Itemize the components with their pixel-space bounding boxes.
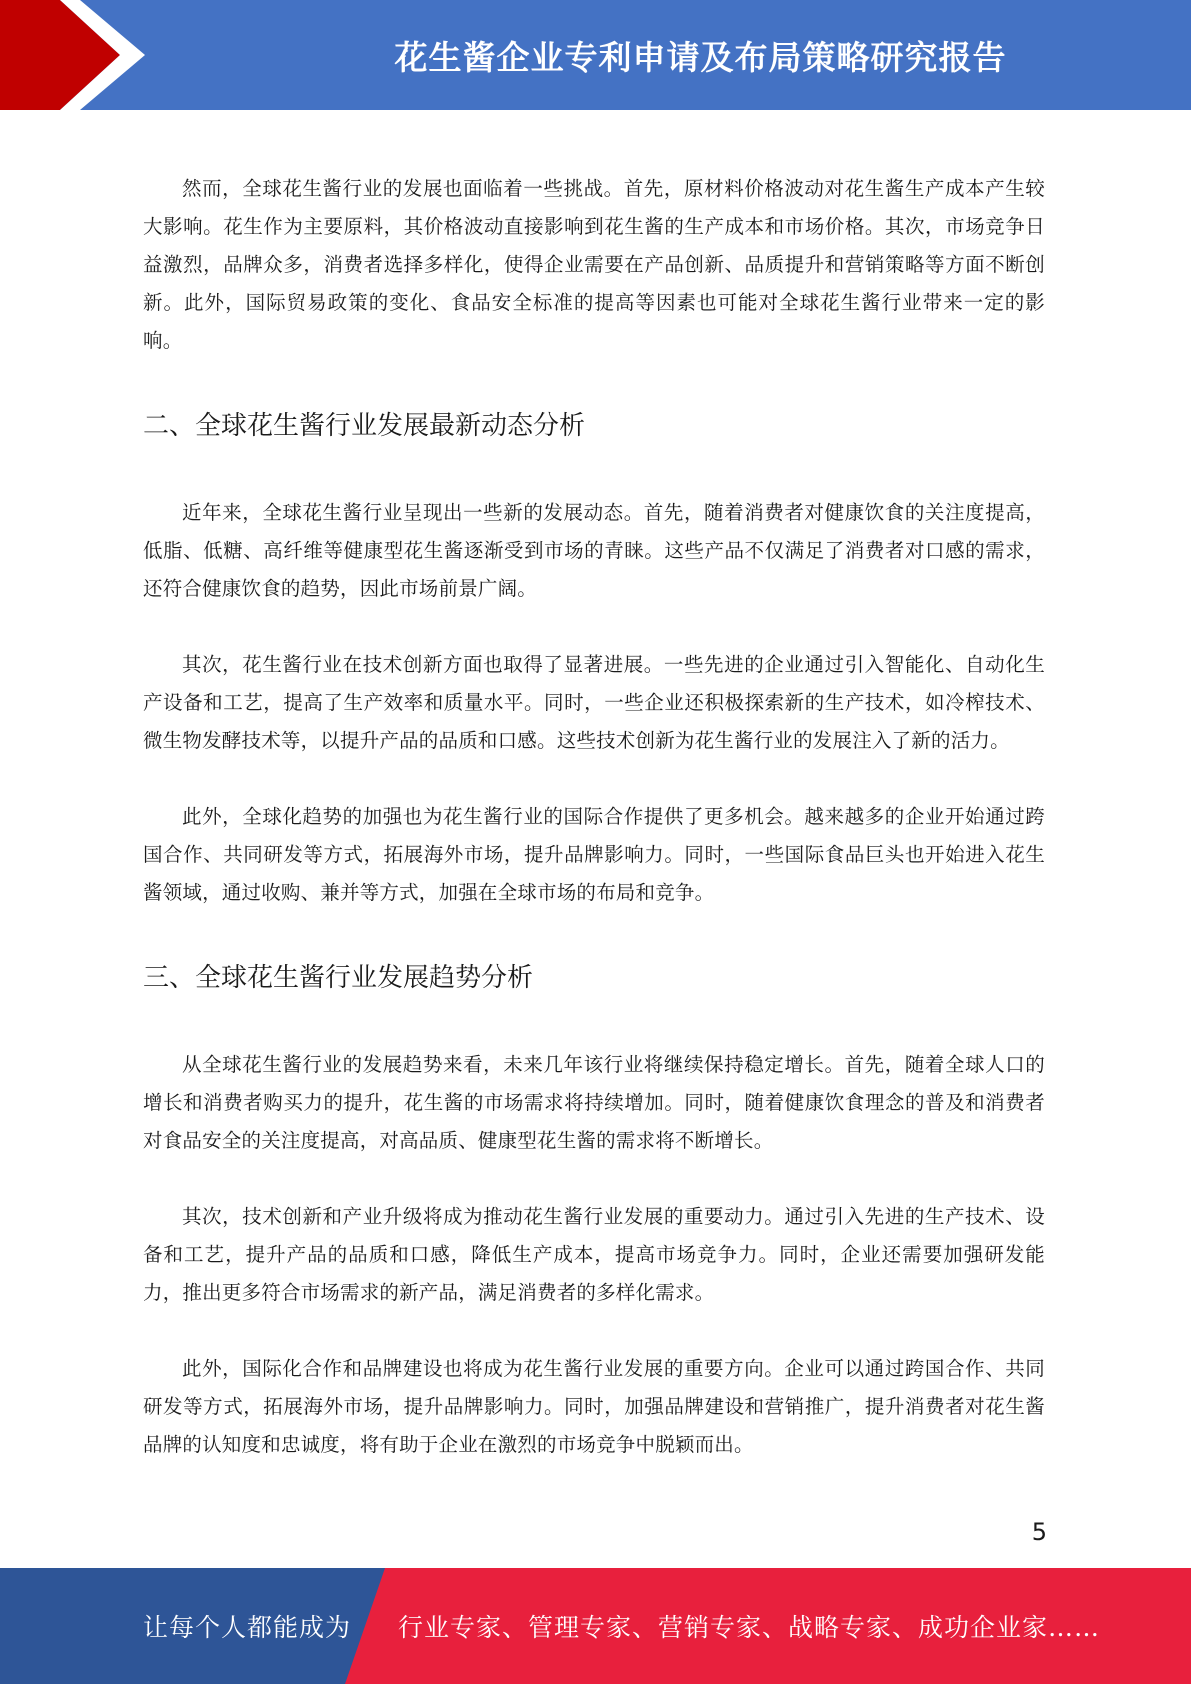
- paragraph-innovation: 其次，技术创新和产业升级将成为推动花生酱行业发展的重要动力。通过引入先进的生产技术、设备和工艺，提升产品的品质和口感，降低生产成本，提高市场竞争力。同时，企业还需要加强研发能力，推出更多符合市场需求的新产品，满足消费者的多样化需求。: [143, 1205, 1045, 1304]
- page-content: [143, 170, 1045, 1464]
- section-heading-latest-dynamics: 二、全球花生酱行业发展最新动态分析: [143, 411, 586, 441]
- paragraph-challenges: 然而，全球花生酱行业的发展也面临着一些挑战。首先，原材料价格波动对花生酱生产成本产生较大影响。花生作为主要原料，其价格波动直接影响到花生酱的生产成本和市场价格。其次，市场竞争日益激烈，品牌众多，消费者选择多样化，使得企业需要在产品创新、品质提升和营销策略等方面不断创新。此外，国际贸易政策的变化、食品安全标准的提高等因素也可能对全球花生酱行业带来一定的影响。: [143, 177, 1045, 352]
- footer-slogan-right: 行业专家、管理专家、营销专家、战略专家、成功企业家……: [398, 1613, 1101, 1642]
- paragraph-growth: 从全球花生酱行业的发展趋势来看，未来几年该行业将继续保持稳定增长。首先，随着全球人口的增长和消费者购买力的提升，花生酱的市场需求将持续增加。同时，随着健康饮食理念的普及和消费者对食品安全的关注度提高，对高品质、健康型花生酱的需求将不断增长。: [143, 1053, 1045, 1152]
- paragraph-branding: 此外，国际化合作和品牌建设也将成为花生酱行业发展的重要方向。企业可以通过跨国合作、共同研发等方式，拓展海外市场，提升品牌影响力。同时，加强品牌建设和营销推广，提升消费者对花生酱品牌的认知度和忠诚度，将有助于企业在激烈的市场竞争中脱颖而出。: [143, 1357, 1045, 1456]
- page-footer: [0, 1568, 1191, 1684]
- page-header: [0, 0, 1191, 110]
- section-heading-trends: 三、全球花生酱行业发展趋势分析: [143, 963, 534, 993]
- paragraph-health-trend: 近年来，全球花生酱行业呈现出一些新的发展动态。首先，随着消费者对健康饮食的关注度提高，低脂、低糖、高纤维等健康型花生酱逐渐受到市场的青睐。这些产品不仅满足了消费者对口感的需求，还符合健康饮食的趋势，因此市场前景广阔。: [143, 501, 1045, 600]
- header-arrow-decoration: [0, 0, 160, 110]
- page-number: 5: [1031, 1518, 1047, 1546]
- footer-slogan-left: 让每个人都能成为: [143, 1613, 352, 1642]
- paragraph-globalization: 此外，全球化趋势的加强也为花生酱行业的国际合作提供了更多机会。越来越多的企业开始通过跨国合作、共同研发等方式，拓展海外市场，提升品牌影响力。同时，一些国际食品巨头也开始进入花生酱领域，通过收购、兼并等方式，加强在全球市场的布局和竞争。: [143, 805, 1045, 904]
- report-title: 花生酱企业专利申请及布局策略研究报告: [394, 37, 1007, 77]
- paragraph-technology: 其次，花生酱行业在技术创新方面也取得了显著进展。一些先进的企业通过引入智能化、自动化生产设备和工艺，提高了生产效率和质量水平。同时，一些企业还积极探索新的生产技术，如冷榨技术、微生物发酵技术等，以提升产品的品质和口感。这些技术创新为花生酱行业的发展注入了新的活力。: [143, 653, 1045, 752]
